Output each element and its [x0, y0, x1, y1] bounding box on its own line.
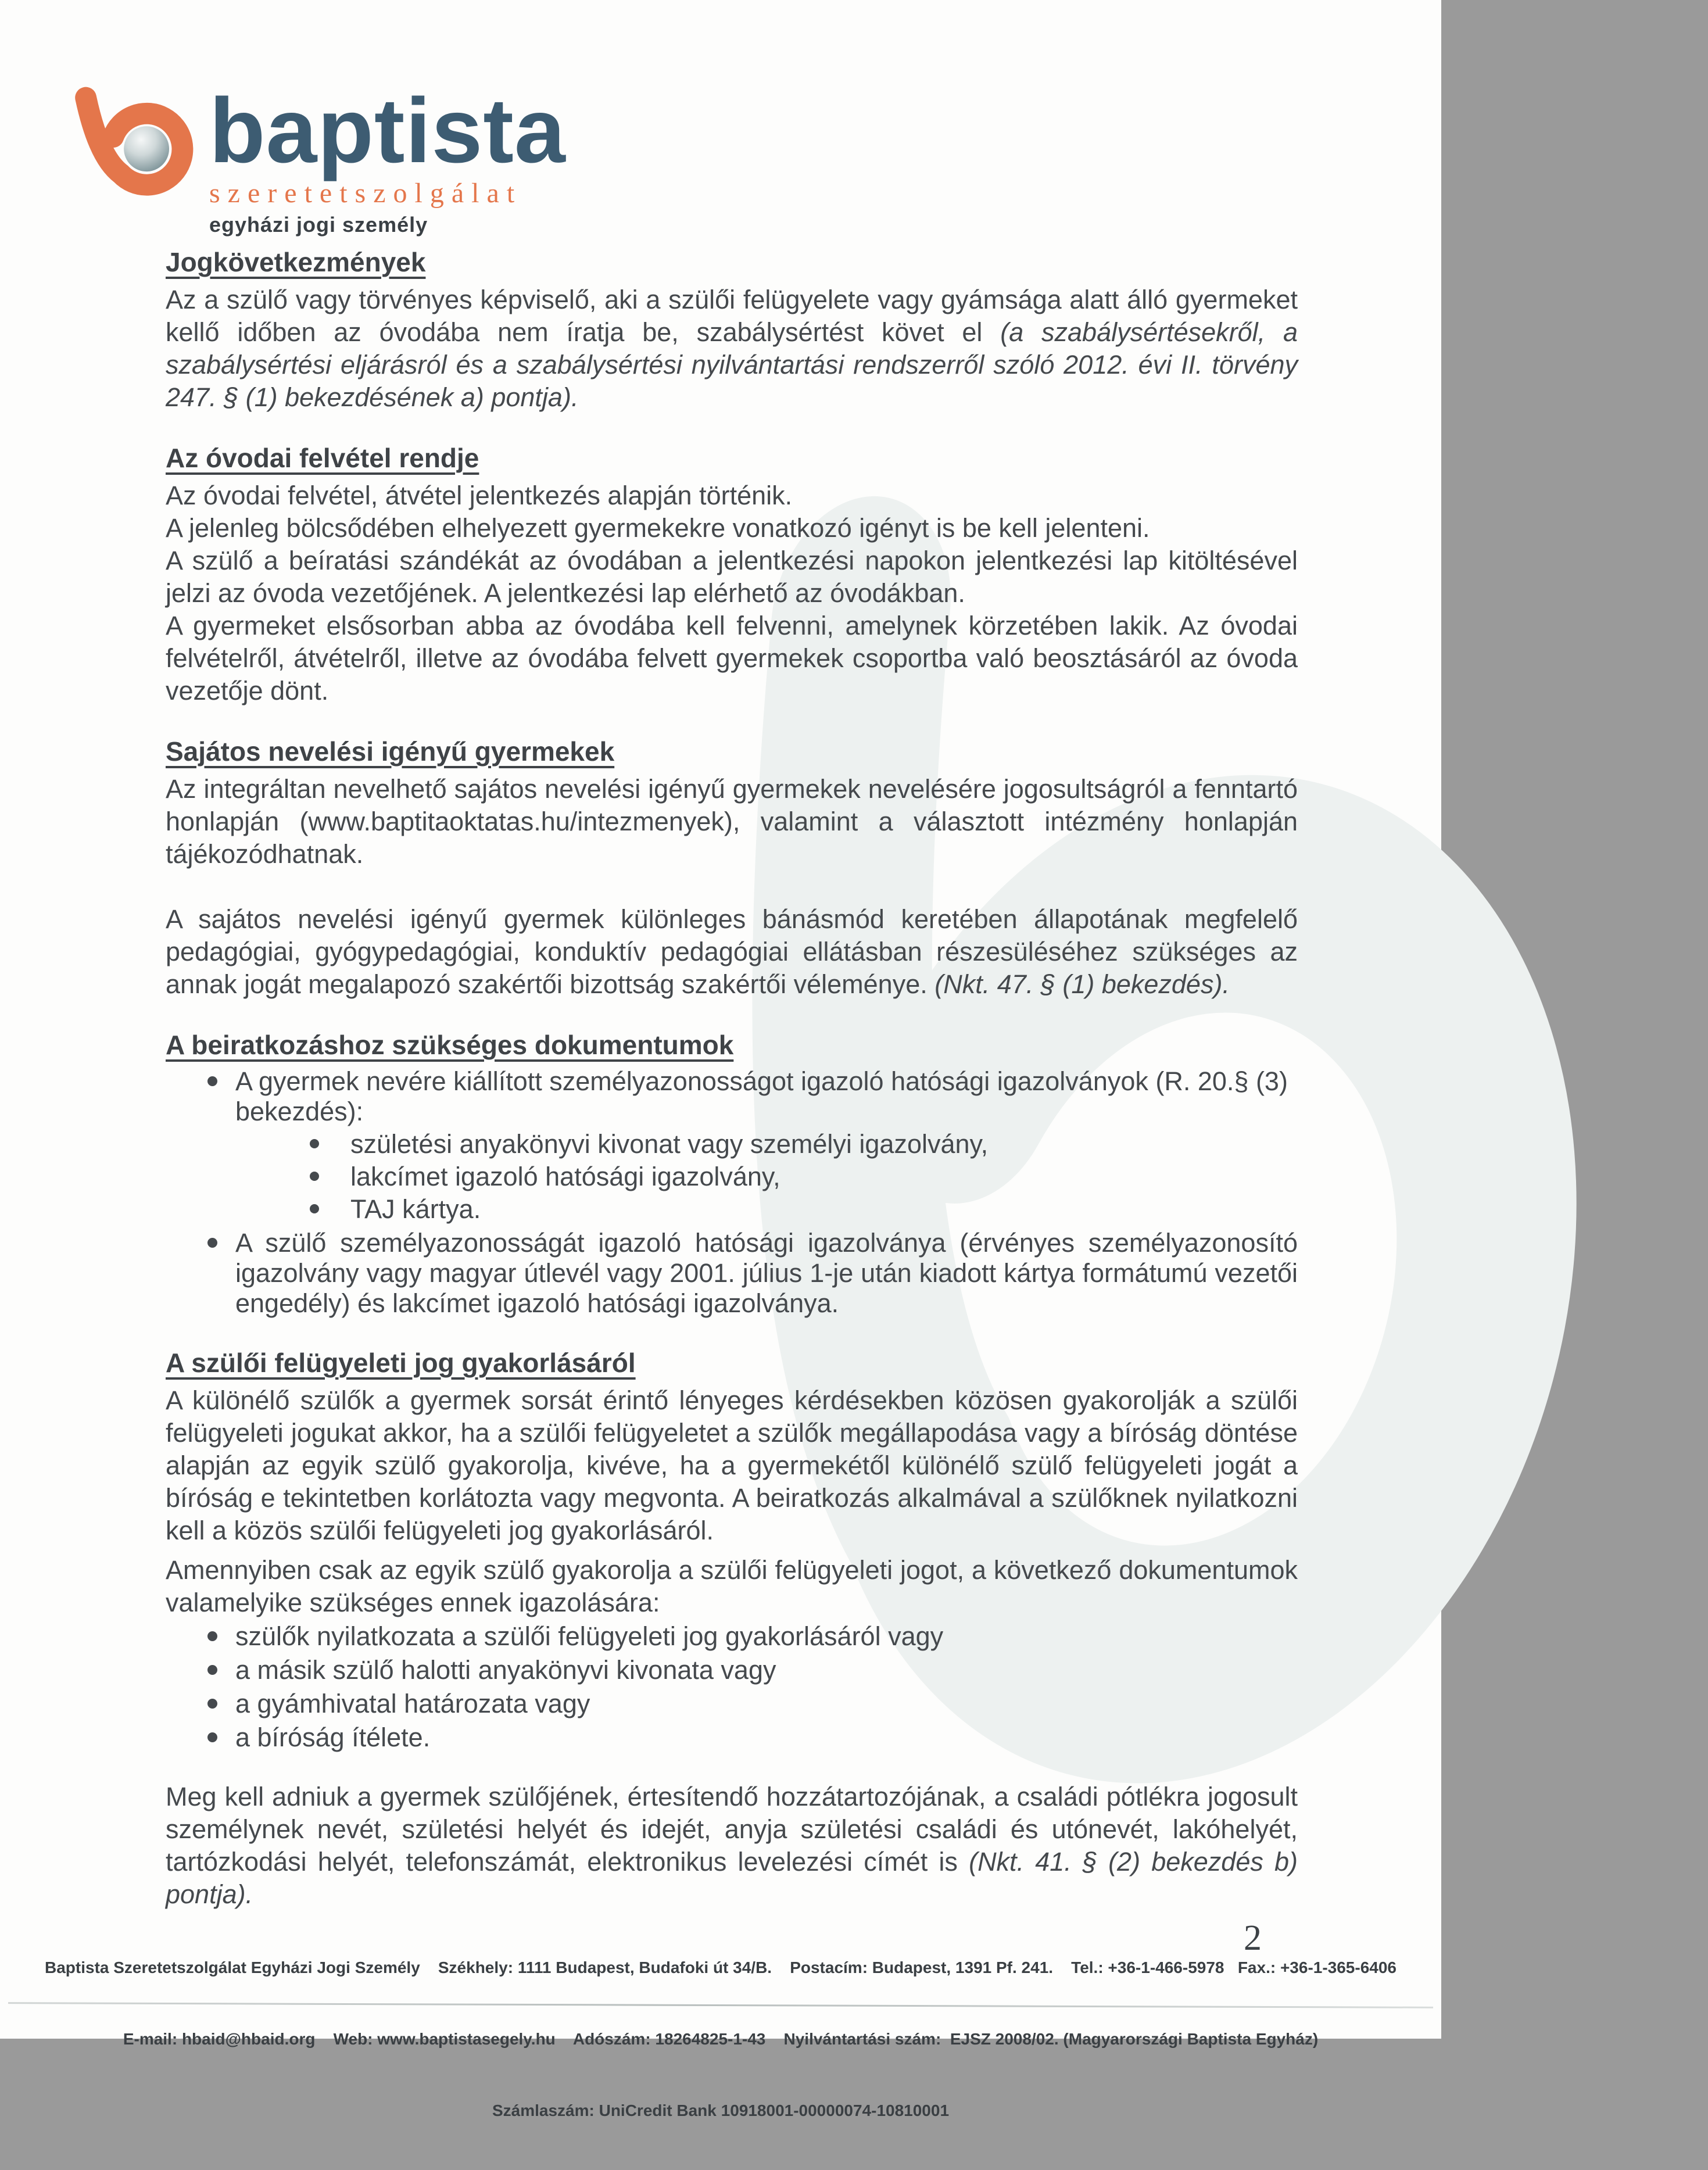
list-item: a bíróság ítélete. [166, 1723, 1298, 1753]
section-heading: Az óvodai felvétel rendje [166, 443, 479, 473]
paragraph: A gyermeket elsősorban abba az óvodába kell felvenni, amelynek körzetében lakik. Az óvodai felvételről, átvételről, illetve az óvodába felvett gyermekek csoportba való beosztásáról az óvoda vezetője dönt. [166, 611, 1298, 706]
legal-reference-italic: (a szabálysértésekről, a szabálysértési eljárásról és a szabálysértési nyilvántartási rendszerről szóló 2012. évi II. törvény 247. § (1) bekezdésének a) pontja). [166, 317, 1298, 412]
list-item: születési anyakönyvi kivonat vagy személyi igazolvány, [235, 1129, 1298, 1159]
paragraph-text: Az a szülő vagy törvényes képviselő, aki a szülői felügyelete vagy gyámsága alatt álló gyermeket kellő időben az óvodába nem íratja be, szabálysértést követ el [166, 285, 1298, 347]
list-item: a gyámhivatal határozata vagy [166, 1689, 1298, 1719]
logo-subbrand-text: szeretetszolgálat [209, 178, 522, 209]
section-jogkovetkezmenyek [166, 246, 1298, 414]
footer-line-1: Baptista Szeretetszolgálat Egyházi Jogi Személy Székhely: 1111 Budapest, Budafoki út 34/B. Postacím: Budapest, 1391 Pf. 241. Tel.: +36-1-466-5978 Fax.: +36-1-365-6406 [45, 1958, 1397, 1976]
list-item-text: bekezdés): [235, 1097, 364, 1126]
section-heading: Sajátos nevelési igényű gyermekek [166, 736, 615, 767]
list-item: szülők nyilatkozata a szülői felügyeleti jog gyakorlásáról vagy [166, 1621, 1298, 1652]
list-item-text: A gyermek nevére kiállított személyazonosságot igazoló hatósági igazolványok (R. 20.§ (3) [235, 1066, 1288, 1096]
section-sajatos-nevelesi [166, 735, 1298, 1001]
list-item: lakcímet igazoló hatósági igazolvány, [235, 1162, 1298, 1192]
closing-paragraph [166, 1781, 1298, 1911]
section-felugyeleti-jog [166, 1347, 1298, 1753]
paragraph: Az óvodai felvétel, átvétel jelentkezés alapján történik. [166, 481, 793, 510]
logo-tagline-text: egyházi jogi személy [209, 213, 428, 237]
proof-document-list [166, 1621, 1298, 1753]
document-content [166, 246, 1298, 1911]
document-list [166, 1066, 1298, 1319]
paragraph: A szülő a beíratási szándékát az óvodában a jelentkezési napokon jelentkezési lap kitöltésével jelzi az óvoda vezetőjének. A jelentkezési lap elérhető az óvodákban. [166, 546, 1298, 608]
section-heading: Jogkövetkezmények [166, 247, 426, 277]
document-sublist [235, 1129, 1298, 1224]
section-heading: A beiratkozáshoz szükséges dokumentumok [166, 1030, 734, 1060]
footer-line-2: E-mail: hbaid@hbaid.org Web: www.baptistasegely.hu Adószám: 18264825-1-43 Nyilvántartási szám: EJSZ 2008/02. (Magyarországi Baptista Egyház) [123, 2030, 1319, 2048]
paragraph-text: A sajátos nevelési igényű gyermek különleges bánásmód keretében állapotának megfelelő pedagógiai, gyógypedagógiai, konduktív pedagógiai ellátásban részesüléséhez szükséges az annak jogát megalapozó szakértői bizottság szakértői véleménye. [166, 904, 1298, 999]
paragraph: A különélő szülők a gyermek sorsát érintő lényeges kérdésekben közösen gyakorolják a szülői felügyeleti jogukat akkor, ha a szülői felügyeletet a szülők megállapodása vagy a bíróság döntése alapján az egyik szülő gyakorolja, kivéve, ha a gyermekétől különélő szülő felügyeleti jogát a bíróság e tekintetben korlátozta vagy megvonta. A beiratkozás alkalmával a szülőknek nyilatkozni kell a közös szülői felügyeleti jog gyakorlásáról. [166, 1385, 1298, 1545]
paragraph: Az integráltan nevelhető sajátos nevelési igényű gyermekek nevelésére jogosultságról a fenntartó honlapján (www.baptitaoktatas.hu/intezmenyek), valamint a választott intézmény honlapján tájékozódhatnak. [166, 774, 1298, 869]
logo-text-block [209, 80, 732, 237]
page-number: 2 [1244, 1918, 1262, 1958]
paragraph: Amennyiben csak az egyik szülő gyakorolja a szülői felügyeleti jogot, a következő dokumentumok valamelyike szükséges ennek igazolására: [166, 1555, 1298, 1617]
legal-reference-italic: (Nkt. 47. § (1) bekezdés). [934, 969, 1230, 999]
list-item [166, 1066, 1298, 1224]
list-item: A szülő személyazonosságát igazoló hatósági igazolványa (érvényes személyazonosító igazolvány vagy magyar útlevél vagy 2001. július 1-je után kiadott kártya formátumú vezetői engedély) és lakcímet igazoló hatósági igazolványa. [166, 1228, 1298, 1319]
section-heading: A szülői felügyeleti jog gyakorlásáról [166, 1348, 636, 1378]
letter-footer [0, 1908, 1441, 2170]
baptista-logo-icon [69, 95, 195, 194]
legal-reference-italic: (Nkt. 41. § (2) bekezdés b) pontja). [166, 1847, 1298, 1909]
list-item: TAJ kártya. [235, 1194, 1298, 1224]
paragraph: A jelenleg bölcsődében elhelyezett gyermekekre vonatkozó igényt is be kell jelenteni. [166, 513, 1150, 543]
paragraph [166, 284, 1298, 414]
section-dokumentumok [166, 1029, 1298, 1319]
logo-brand-text: baptista [209, 80, 566, 182]
footer-line-3: Számlaszám: UniCredit Bank 10918001-00000074-10810001 [492, 2101, 950, 2119]
paragraph [166, 903, 1298, 1001]
paragraph-text: Meg kell adniuk a gyermek szülőjének, értesítendő hozzátartozójának, a családi pótlékra jogosult személynek nevét, születési helyét és idejét, anyja születési családi és utónevét, lakóhelyét, tartózkodási helyét, telefonszámát, elektronikus levelezési címét is [166, 1782, 1298, 1877]
list-item: a másik szülő halotti anyakönyvi kivonata vagy [166, 1655, 1298, 1685]
section-felvetel-rendje [166, 442, 1298, 707]
